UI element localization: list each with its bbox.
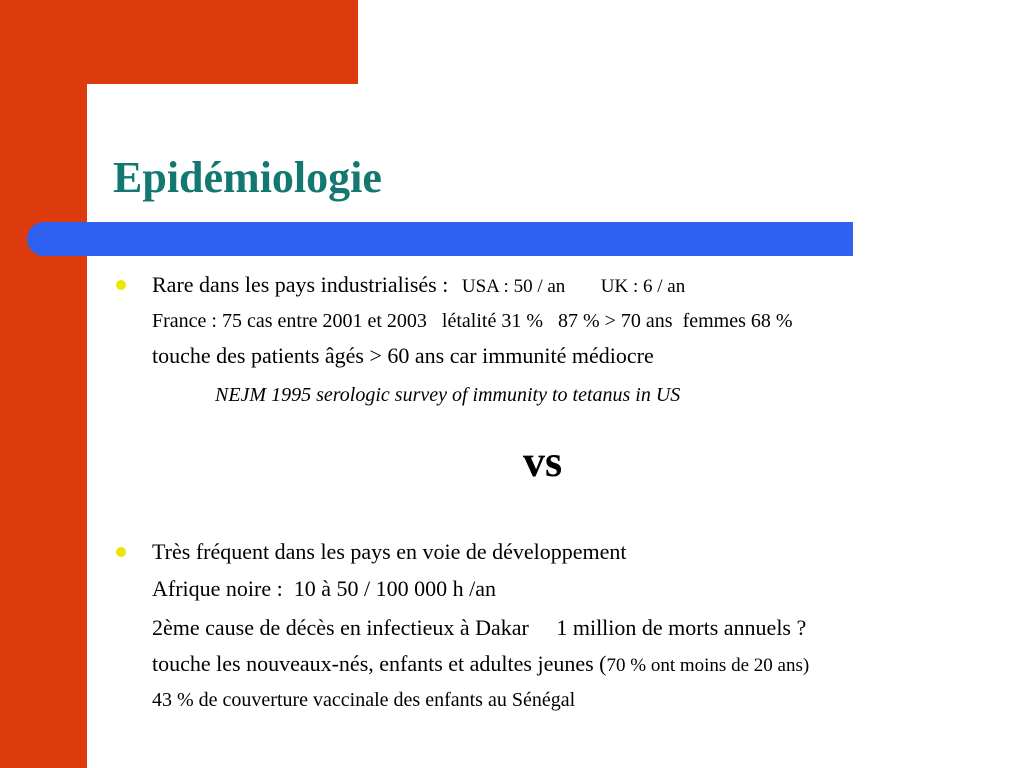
bullet-dot-1 — [116, 280, 126, 290]
bullet-2-line-3: 2ème cause de décès en infectieux à Dakar 1 million de morts annuels ? — [152, 615, 807, 640]
bullet-1-reference: NEJM 1995 serologic survey of immunity to tetanus in US — [215, 384, 681, 406]
bullet-2-line-4-main: touche les nouveaux-nés, enfants et adultes jeunes ( — [152, 651, 607, 676]
top-accent-block — [0, 0, 358, 84]
bullet-dot-2 — [116, 547, 126, 557]
bullet-2-line-2: Afrique noire : 10 à 50 / 100 000 h /an — [152, 576, 496, 601]
bullet-1-line-2: France : 75 cas entre 2001 et 2003 létalité 31 % 87 % > 70 ans femmes 68 % — [152, 310, 793, 332]
bullet-1-usa-rate: USA : 50 / an — [461, 276, 566, 297]
bullet-1-line-1-intro: Rare dans les pays industrialisés : — [152, 272, 449, 297]
versus-label: vs — [523, 437, 563, 486]
bullet-1-line-3: touche des patients âgés > 60 ans car immunité médiocre — [152, 343, 654, 368]
title-underline-bar — [27, 222, 853, 256]
bullet-2-line-4 — [152, 651, 809, 679]
bullet-2-line-1: Très fréquent dans les pays en voie de développement — [152, 539, 627, 564]
bullet-1-line-1 — [152, 272, 685, 300]
slide-title: Epidémiologie — [113, 153, 382, 202]
bullet-1-uk-rate: UK : 6 / an — [600, 276, 686, 297]
left-accent-bar — [0, 0, 87, 768]
bullet-2-line-4-note: 70 % ont moins de 20 ans) — [606, 655, 810, 676]
bullet-2-line-5: 43 % de couverture vaccinale des enfants au Sénégal — [152, 689, 576, 711]
